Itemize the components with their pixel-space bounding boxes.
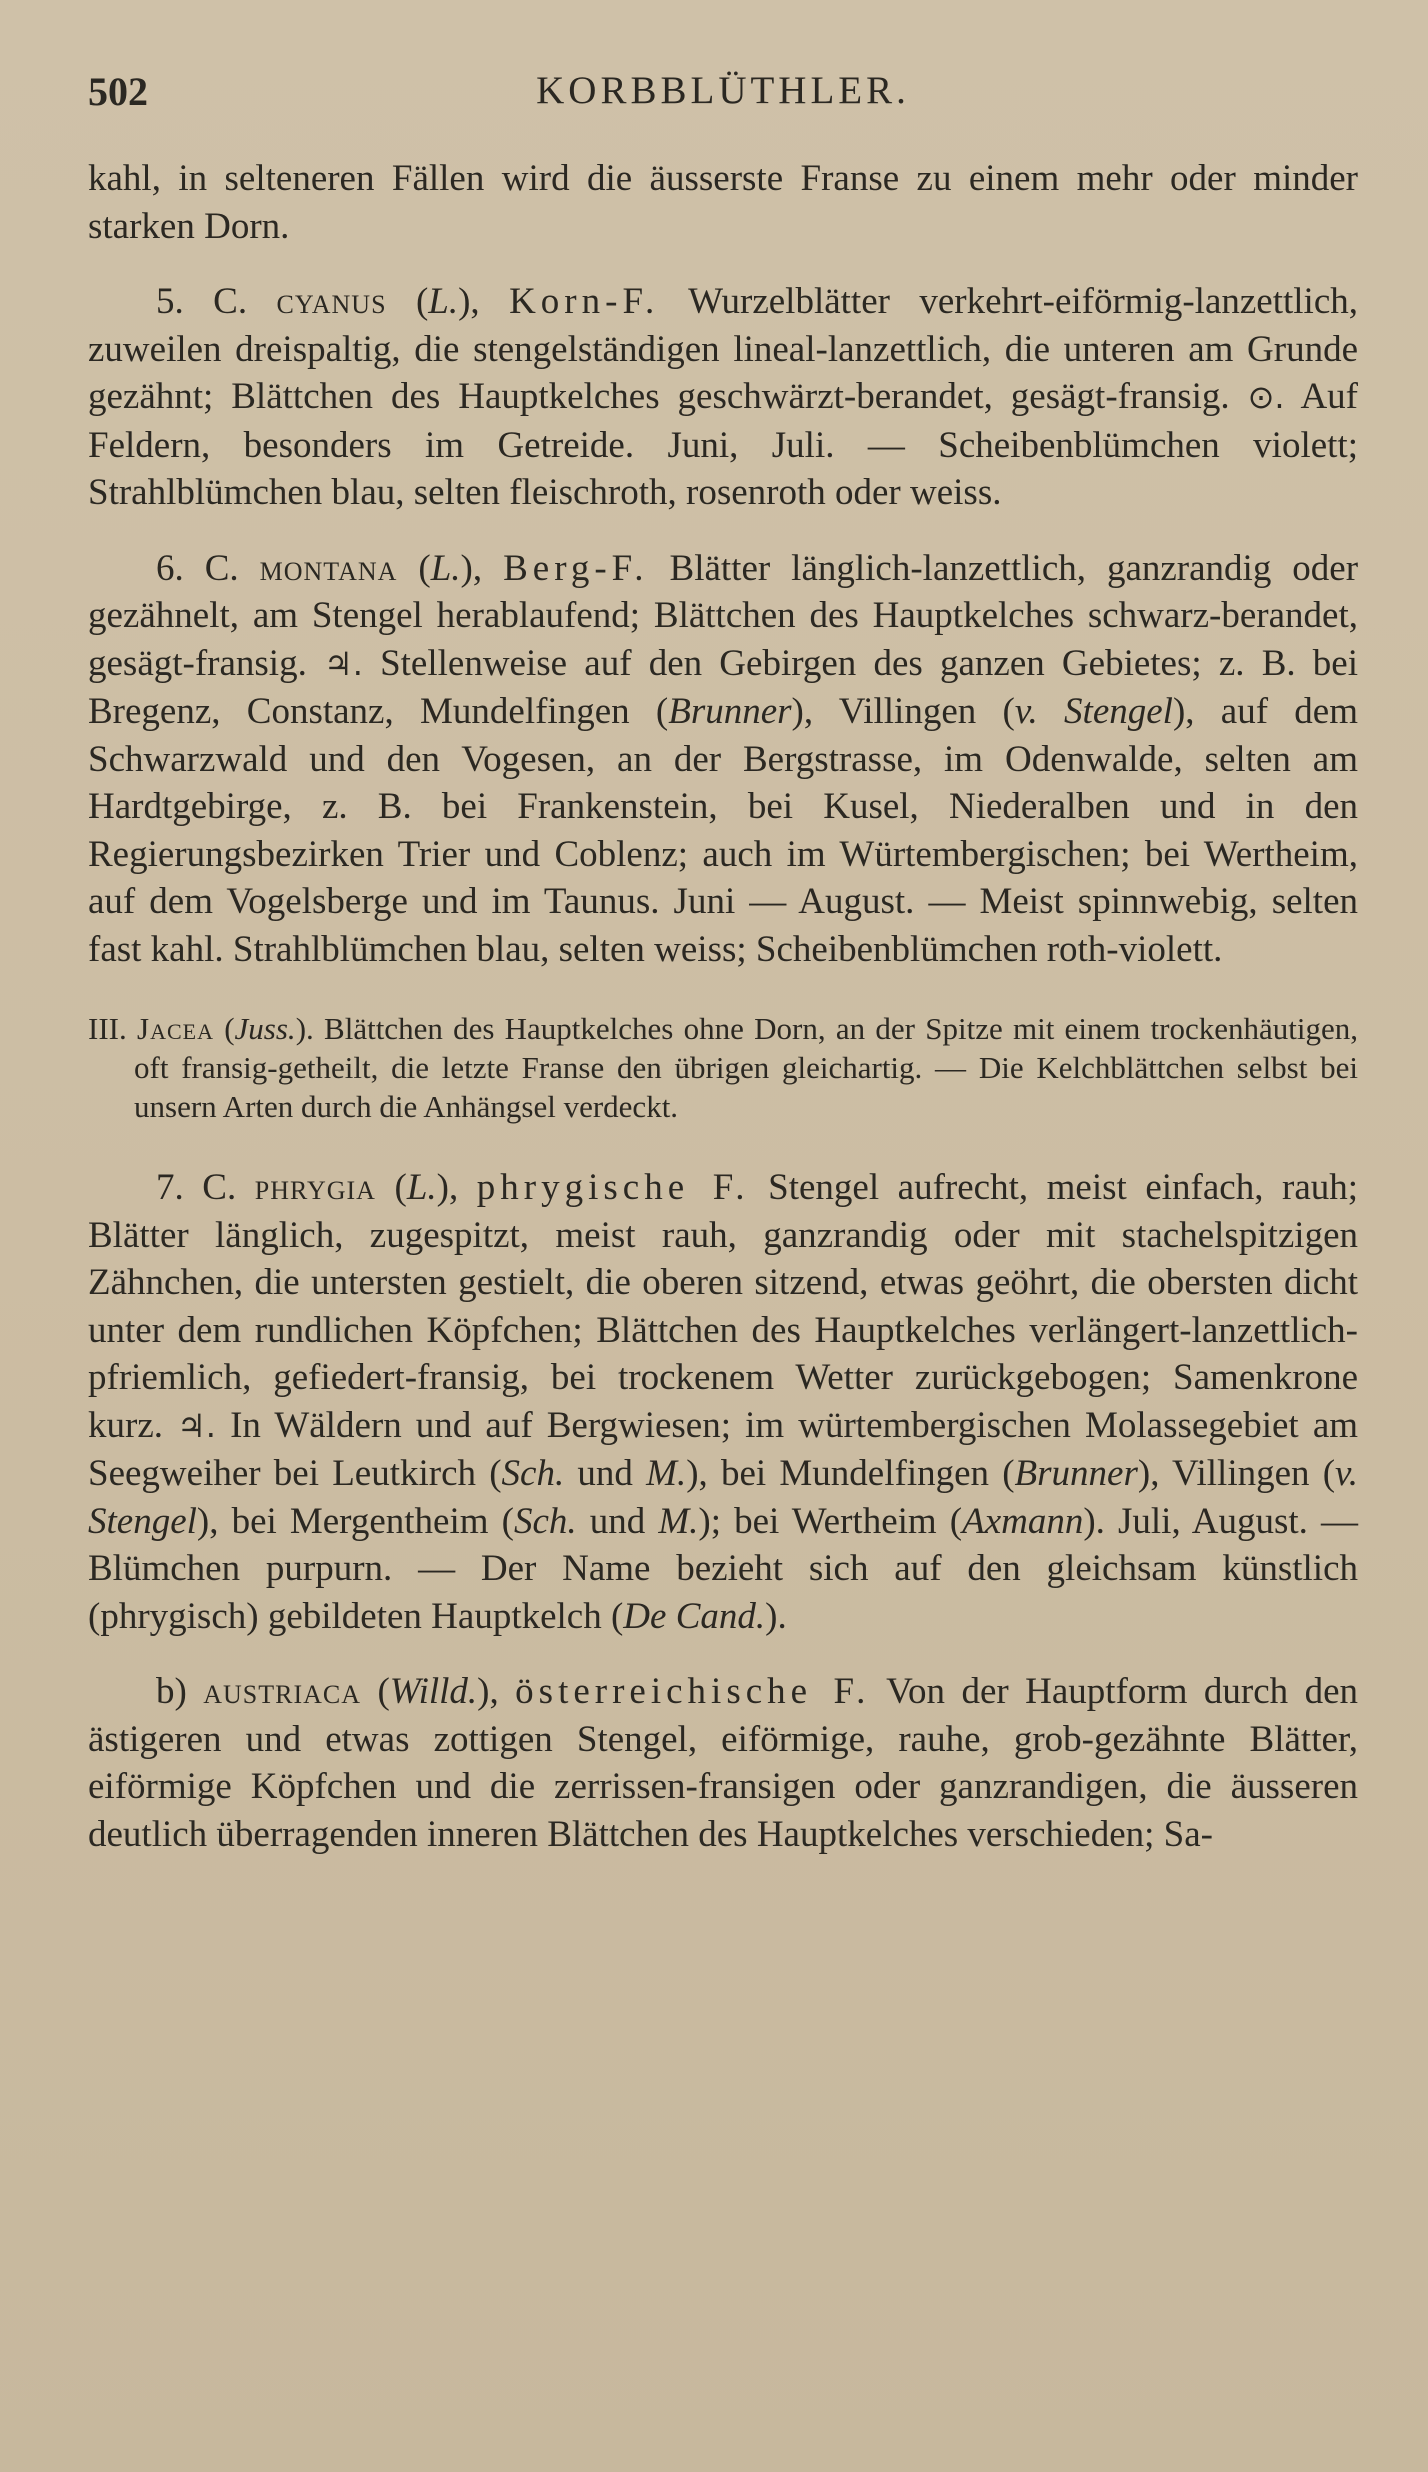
- habitat-text: ), bei Mergentheim (: [196, 1500, 514, 1542]
- intro-text: kahl, in selteneren Fällen wird die äusserste Franse zu einem mehr oder minder starken Dorn.: [88, 158, 1358, 247]
- entry-number: 5. C.: [156, 281, 248, 322]
- collector-citation: Axmann: [962, 1500, 1084, 1542]
- section-name: Jacea: [137, 1011, 214, 1046]
- perennial-symbol: ♃.: [177, 1406, 216, 1445]
- author-citation: L.: [406, 1167, 437, 1208]
- author-citation: L.: [428, 281, 459, 322]
- habitat-text: ); bei Wertheim (: [698, 1500, 963, 1542]
- annual-symbol: ⊙.: [1247, 378, 1285, 416]
- common-name: Berg-F.: [503, 547, 649, 589]
- paragraph-austriaca: [88, 1668, 1358, 1858]
- collector-citation: M.: [646, 1453, 687, 1494]
- entry-number: 6. C.: [156, 547, 239, 589]
- description-text: Stengel aufrecht, meist einfach, rauh; Blätter länglich, zugespitzt, meist rauh, ganzrandig oder mit stachelspitzigen Zähnchen, die untersten gestielt, die oberen sitzend, etwas geöhrt, die obersten dicht unter dem rundlichen Köpfchen; Blättchen des Hauptkelches verlängert-lanzettlich-pfriemlich, gefiedert-fransig, bei trockenem Wetter zurückgebogen; Samenkrone kurz.: [88, 1167, 1359, 1446]
- paragraph-montana: [88, 545, 1358, 974]
- habitat-text: ), Villingen (: [1137, 1453, 1336, 1494]
- common-name: phrygische F.: [476, 1167, 750, 1208]
- page-number: 502: [88, 69, 148, 114]
- author-citation: Juss.: [234, 1011, 296, 1046]
- habitat-text: Auf Feldern, besonders im Getreide. Juni, Juli. — Scheibenblümchen violett; Strahlblümchen blau, selten fleischroth, rosenroth oder weiss.: [88, 376, 1358, 513]
- description-text: Von der Hauptform durch den ästigeren und etwas zottigen Stengel, eiförmige, rauhe, grob-gezähnte Blätter, eiförmige Köpfchen und die zerrissen-fransigen oder ganzrandigen, die äusseren deutlich überragenden inneren Blättchen des Hauptkelches verschieden; Sa-: [88, 1671, 1358, 1855]
- common-name: Korn-F.: [509, 281, 660, 322]
- paren-close: ),: [458, 281, 480, 322]
- habitat-text: Stellenweise auf den Gebirgen des ganzen Gebietes; z. B. bei Bregenz, Constanz, Mundelfingen (: [88, 642, 1359, 732]
- paren-close: ),: [436, 1167, 459, 1208]
- variety-name: austriaca: [203, 1671, 362, 1712]
- species-name: cyanus: [276, 281, 387, 322]
- common-name: österreichische F.: [515, 1671, 871, 1712]
- paragraph-intro: [88, 155, 1358, 250]
- collector-citation: Brunner: [1014, 1453, 1138, 1494]
- paren-open: (: [377, 1671, 390, 1712]
- description-text: Wurzelblätter verkehrt-eiförmig-lanzettlich, zuweilen dreispaltig, die stengelständigen lineal-lanzettlich, die unteren am Grunde gezähnt; Blättchen des Hauptkelches geschwärzt-berandet, gesägt-fransig.: [88, 281, 1359, 417]
- paren-open: (: [418, 547, 431, 589]
- habitat-text: ), auf dem Schwarzwald und den Vogesen, an der Bergstrasse, im Odenwalde, selten am Hardtgebirge, z. B. bei Frankenstein, bei Kusel, Niederalben und in den Regierungsbezirken Trier und Coblenz; auch im Würtembergischen; bei Wertheim, auf dem Vogelsberge und im Taunus. Juni — August. — Meist spinnwebig, selten fast kahl. Strahlblümchen blau, selten weiss; Scheibenblümchen roth-violett.: [88, 691, 1358, 970]
- collector-citation: M.: [658, 1500, 699, 1542]
- collector-citation: De Cand.: [623, 1595, 766, 1637]
- collector-citation: Brunner: [668, 691, 792, 732]
- paren-close: ).: [295, 1011, 314, 1046]
- description-text: Blätter länglich-lanzettlich, ganzrandig oder gezähnelt, am Stengel herablaufend; Blättchen des Hauptkelches schwarz-berandet, gesägt-fransig.: [88, 547, 1359, 684]
- species-name: montana: [259, 547, 398, 589]
- page-header: [88, 68, 1358, 118]
- paragraph-cyanus: [88, 278, 1358, 517]
- collector-citation: v. Stengel: [1014, 691, 1173, 732]
- habitat-text: ). Juli, August. — Blümchen purpurn. — Der Name bezieht sich auf den gleichsam künstlich (phrygisch) gebildeten Hauptkelch (: [88, 1500, 1359, 1637]
- paren-close: ),: [477, 1671, 499, 1712]
- habitat-text: In Wäldern und auf Bergwiesen; im würtembergischen Molassegebiet am Seegweiher bei Leutkirch (: [88, 1404, 1359, 1494]
- collector-citation: Sch.: [501, 1453, 565, 1494]
- running-title: KORBBLÜTHLER.: [536, 69, 910, 112]
- habitat-text: ), Villingen (: [791, 691, 1015, 732]
- section-description: Blättchen des Hauptkelches ohne Dorn, an der Spitze mit einem trockenhäutigen, oft fransig-getheilt, die letzte Franse den übrigen gleichartig. — Die Kelchblättchen selbst bei unsern Arten durch die Anhängsel verdeckt.: [134, 1011, 1359, 1124]
- collector-citation: Sch.: [513, 1500, 577, 1542]
- perennial-symbol: ♃.: [324, 644, 363, 683]
- paren-open: (: [394, 1167, 407, 1208]
- paragraph-phrygia: [88, 1164, 1358, 1640]
- entry-number: 7. C.: [156, 1167, 237, 1208]
- habitat-text: und: [576, 1500, 659, 1542]
- habitat-text: ), bei Mundelfingen (: [686, 1453, 1015, 1494]
- variety-label: b): [156, 1671, 187, 1712]
- habitat-text: ).: [765, 1595, 787, 1637]
- section-jacea: [88, 1009, 1358, 1126]
- body-text: [88, 155, 1358, 1858]
- author-citation: Willd.: [389, 1671, 478, 1712]
- author-citation: L.: [430, 547, 461, 589]
- habitat-text: und: [564, 1453, 647, 1494]
- collector-citation: v. Stengel: [88, 1453, 1358, 1542]
- paren-open: (: [415, 281, 429, 322]
- section-number: III.: [88, 1011, 127, 1046]
- paren-open: (: [224, 1011, 235, 1046]
- paren-close: ),: [460, 547, 483, 589]
- species-name: phrygia: [254, 1167, 376, 1208]
